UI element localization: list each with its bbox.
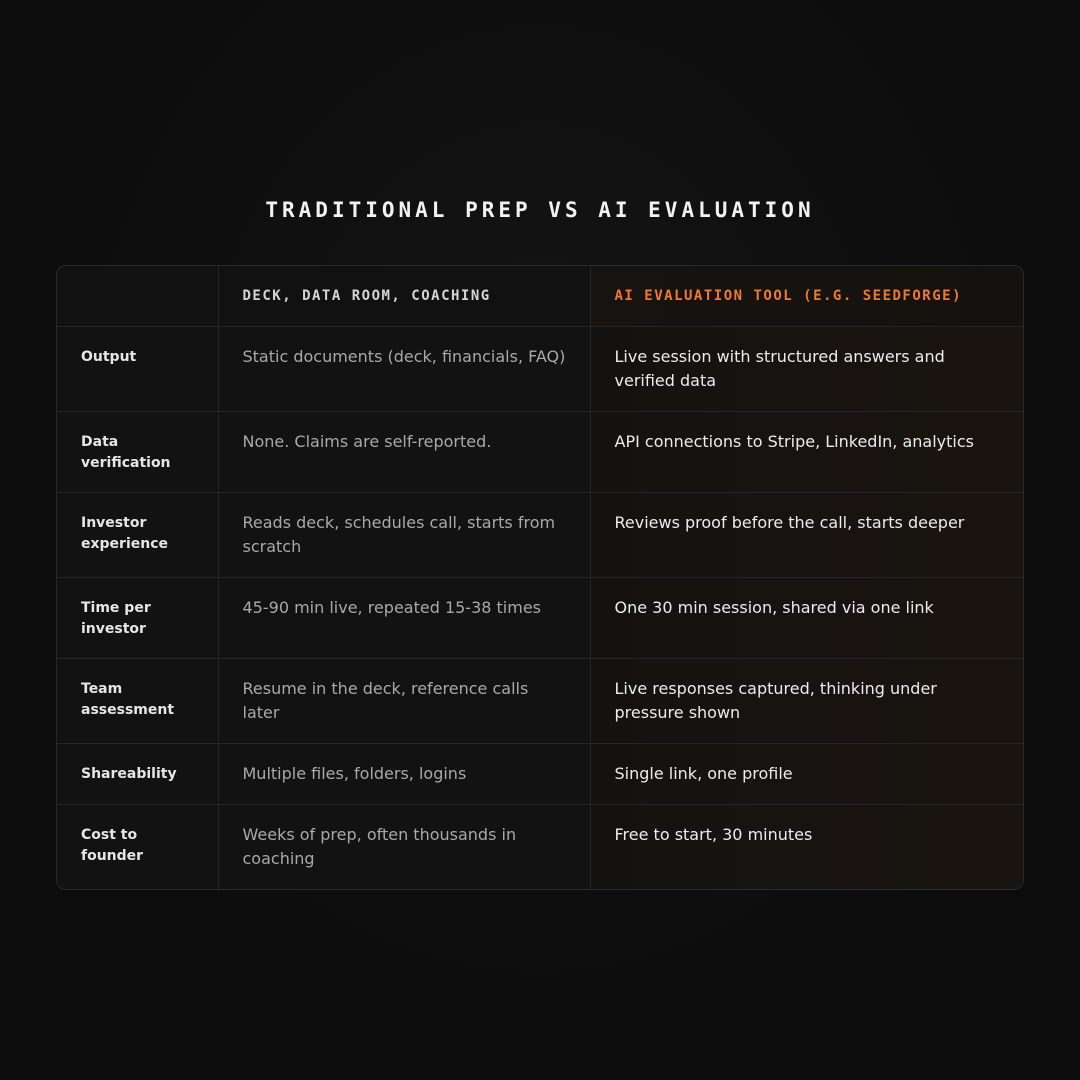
header-blank [57, 266, 218, 327]
table-row [57, 493, 1023, 578]
table-row [57, 578, 1023, 659]
ai-cell: Live session with structured answers and verified data [590, 327, 1023, 412]
traditional-cell: Resume in the deck, reference calls later [218, 659, 590, 744]
ai-cell: Single link, one profile [590, 744, 1023, 805]
header-ai-evaluation: AI EVALUATION TOOL (E.G. SEEDFORGE) [590, 266, 1023, 327]
traditional-cell: Reads deck, schedules call, starts from scratch [218, 493, 590, 578]
row-label: Time per investor [57, 578, 218, 659]
ai-cell: Reviews proof before the call, starts deeper [590, 493, 1023, 578]
table-row [57, 327, 1023, 412]
comparison-table [56, 265, 1024, 890]
traditional-cell: Weeks of prep, often thousands in coaching [218, 805, 590, 890]
traditional-cell: Static documents (deck, financials, FAQ) [218, 327, 590, 412]
row-label: Investor experience [57, 493, 218, 578]
row-label: Output [57, 327, 218, 412]
traditional-cell: None. Claims are self-reported. [218, 412, 590, 493]
traditional-cell: 45-90 min live, repeated 15-38 times [218, 578, 590, 659]
ai-cell: One 30 min session, shared via one link [590, 578, 1023, 659]
header-traditional: DECK, DATA ROOM, COACHING [218, 266, 590, 327]
table-header-row [57, 266, 1023, 327]
table-row [57, 659, 1023, 744]
ai-cell: API connections to Stripe, LinkedIn, analytics [590, 412, 1023, 493]
row-label: Cost to founder [81, 827, 144, 864]
page-title: TRADITIONAL PREP VS AI EVALUATION [265, 198, 815, 222]
row-label: Data verification [57, 412, 218, 493]
traditional-cell: Multiple files, folders, logins [218, 744, 590, 805]
table-row [57, 412, 1023, 493]
row-label: Shareability [57, 744, 218, 805]
table-row [57, 744, 1023, 805]
ai-cell: Free to start, 30 minutes [590, 805, 1023, 890]
ai-cell: Live responses captured, thinking under pressure shown [590, 659, 1023, 744]
row-label: Team assessment [57, 659, 218, 744]
table-row [57, 805, 1023, 890]
